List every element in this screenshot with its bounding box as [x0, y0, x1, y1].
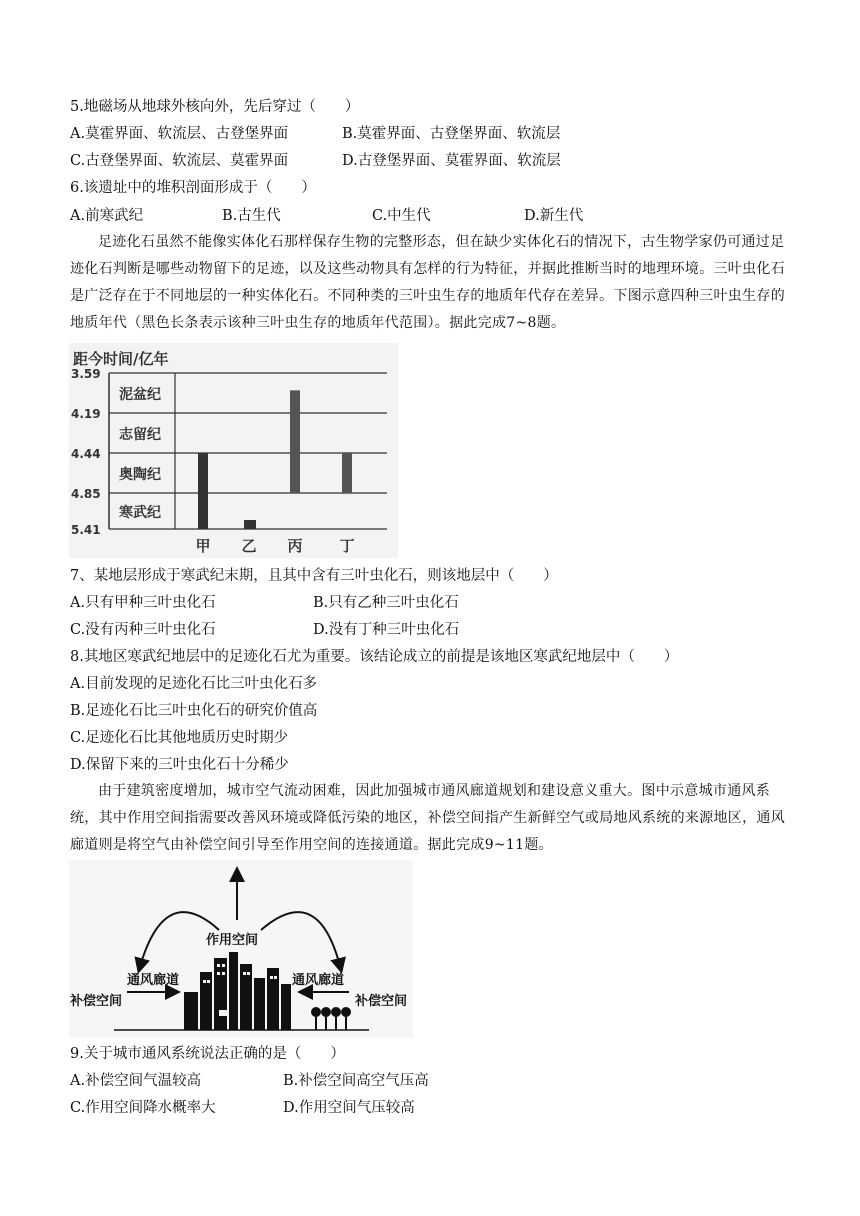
ventilation-diagram: [69, 860, 413, 1038]
q9-stem: 9.关于城市通风系统说法正确的是（ ）: [70, 1046, 345, 1062]
bar-甲: [198, 453, 208, 529]
q7-stem: 7、某地层形成于寒武纪末期，且其中含有三叶虫化石，则该地层中（ ）: [70, 568, 558, 584]
city-skyline: [184, 952, 291, 1030]
q8-option-d: D.保留下来的三叶虫化石十分稀少: [70, 757, 289, 773]
bar-丁: [342, 453, 352, 493]
q7-option-d: D.没有丁种三叶虫化石: [313, 622, 460, 638]
action-space-label: 作用空间: [206, 933, 259, 948]
q5-option-a: A.莫霍界面、软流层、古登堡界面: [70, 126, 289, 142]
q8-option-b: B.足迹化石比三叶虫化石的研究价值高: [70, 703, 318, 719]
q6-stem: 6.该遗址中的堆积剖面形成于（ ）: [70, 180, 316, 196]
q6-option-c: C.中生代: [372, 208, 431, 224]
period-label: 奥陶纪: [119, 467, 161, 483]
ventilation-diagram-svg: [69, 860, 413, 1038]
x-category-label: 乙: [241, 537, 257, 555]
y-tick-label: 5.41: [71, 523, 101, 537]
compensation-left-label: 补偿空间: [70, 994, 123, 1009]
y-tick-label: 4.19: [71, 407, 101, 421]
q7-option-b: B.只有乙种三叶虫化石: [313, 595, 459, 611]
passage-7-8: 足迹化石虽然不能像实体化石那样保存生物的完整形态，但在缺少实体化石的情况下，古生物学家仍可通过足迹化石判断是哪些动物留下的足迹，以及这些动物具有怎样的行为特征，并据此推断当时的地理环境。三叶虫化石是广泛存在于不同地层的一种实体化石。不同种类的三叶虫生存的地质年代存在差异。下图示意四种三叶虫生存的地质年代（黑色长条表示该种三叶虫生存的地质年代范围）。据此完成7~8题。: [70, 234, 785, 331]
q5-option-b: B.莫霍界面、古登堡界面、软流层: [342, 126, 561, 142]
y-tick-label: 4.44: [71, 447, 101, 461]
trilobite-chart-svg: [69, 343, 398, 558]
q8-option-a: A.目前发现的足迹化石比三叶虫化石多: [70, 676, 318, 692]
y-tick-label: 3.59: [71, 367, 101, 381]
q5-stem: 5.地磁场从地球外核向外，先后穿过（ ）: [70, 99, 360, 115]
q5-option-d: D.古登堡界面、莫霍界面、软流层: [342, 153, 561, 169]
q9-option-b: B.补偿空间高空气压高: [283, 1073, 429, 1089]
q6-option-a: A.前寒武纪: [70, 208, 144, 224]
q8-stem: 8.其地区寒武纪地层中的足迹化石尤为重要。该结论成立的前提是该地区寒武纪地层中（ ）: [70, 649, 679, 665]
x-category-label: 丙: [287, 537, 303, 555]
trilobite-chart: [69, 343, 398, 558]
y-tick-label: 4.85: [71, 487, 101, 501]
corridor-right-label: 通风廊道: [292, 973, 345, 988]
bar-乙: [244, 520, 256, 529]
passage-9-11: 由于建筑密度增加，城市空气流动困难，因此加强城市通风廊道规划和建设意义重大。图中示意城市通风系统，其中作用空间指需要改善风环境或降低污染的地区，补偿空间指产生新鲜空气或局地风系统的来源地区，通风廊道则是将空气由补偿空间引导至作用空间的连接通道。据此完成9~11题。: [70, 783, 785, 853]
q9-option-c: C.作用空间降水概率大: [70, 1100, 216, 1116]
compensation-right-label: 补偿空间: [355, 994, 408, 1009]
chart-title: 距今时间/亿年: [73, 350, 169, 368]
q5-option-c: C.古登堡界面、软流层、莫霍界面: [70, 153, 289, 169]
q7-option-c: C.没有丙种三叶虫化石: [70, 622, 216, 638]
period-label: 寒武纪: [119, 505, 161, 521]
x-category-label: 甲: [195, 537, 211, 555]
q7-option-a: A.只有甲种三叶虫化石: [70, 595, 216, 611]
bar-丙: [290, 390, 300, 493]
x-category-label: 丁: [339, 537, 355, 555]
period-label: 志留纪: [119, 427, 161, 443]
q9-option-a: A.补偿空间气温较高: [70, 1073, 202, 1089]
period-label: 泥盆纪: [119, 387, 161, 403]
right-descending-arrow: [261, 912, 341, 970]
trees-icon: [311, 1007, 351, 1030]
corridor-left-label: 通风廊道: [127, 973, 180, 988]
q8-option-c: C.足迹化石比其他地质历史时期少: [70, 730, 289, 746]
q9-option-d: D.作用空间气压较高: [283, 1100, 415, 1116]
q6-option-d: D.新生代: [524, 208, 584, 224]
q6-option-b: B.古生代: [222, 208, 281, 224]
